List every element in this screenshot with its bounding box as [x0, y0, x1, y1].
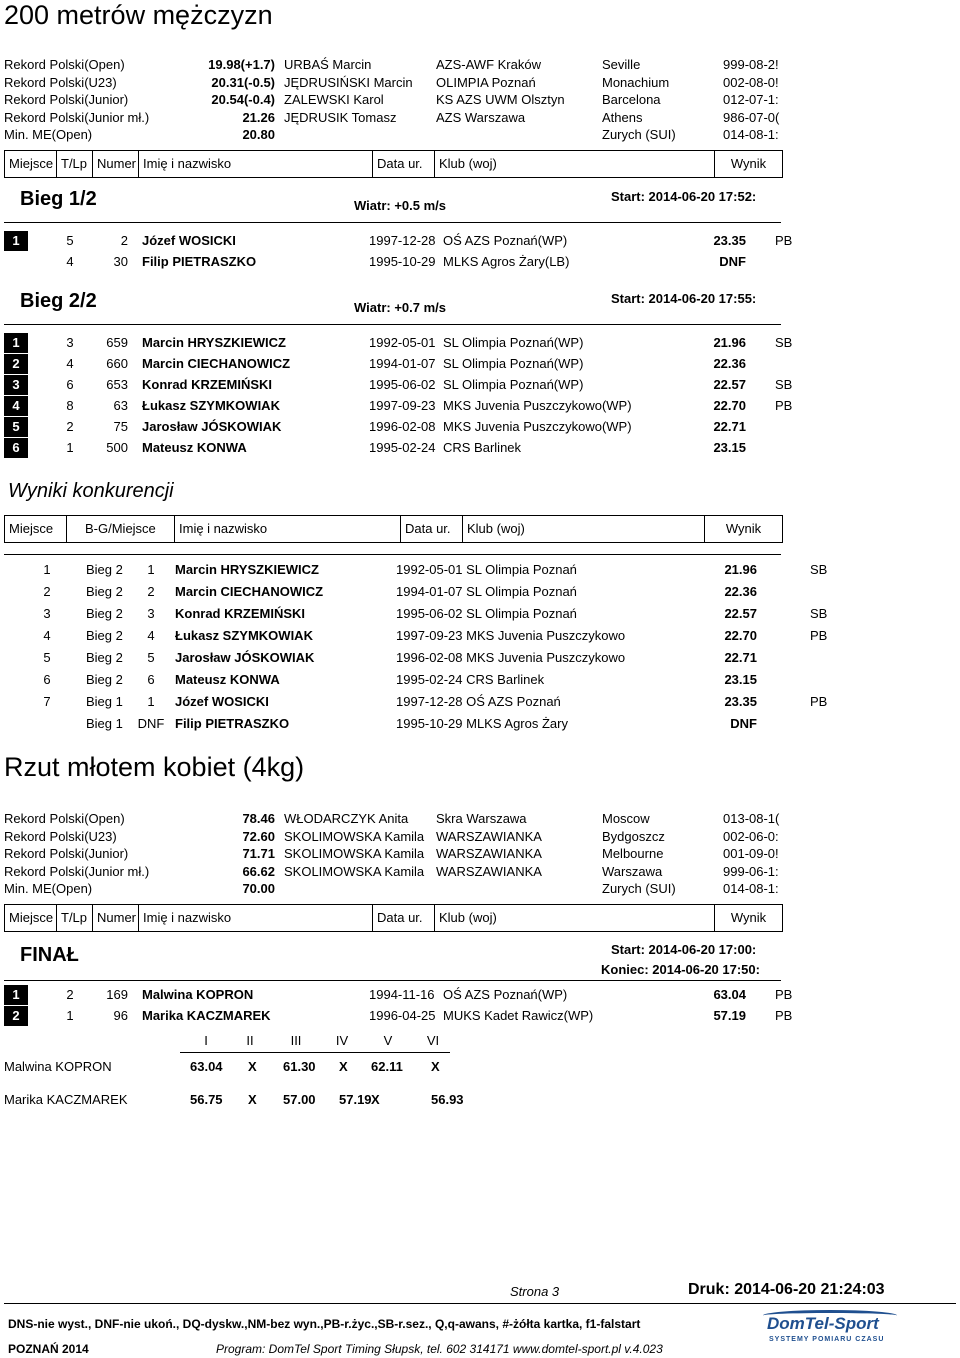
place-badge: 1 — [4, 985, 28, 1005]
record-club: WARSZAWIANKA — [436, 846, 542, 861]
summary-heat-place: 4 — [147, 628, 155, 643]
summary-title: Wyniki konkurencji — [8, 480, 174, 502]
result: 57.19 — [713, 1008, 746, 1023]
sum-hdr-bg: B-G/Miejsce — [67, 516, 175, 542]
bib-number: 169 — [106, 987, 128, 1002]
record-label: Rekord Polski(Junior mł.) — [4, 863, 150, 879]
final-divider — [4, 980, 781, 981]
attempt-value: 63.04 — [190, 1059, 223, 1074]
hdr2-dob: Data ur. — [373, 905, 435, 931]
birth-date: 1995-02-24 — [369, 440, 436, 455]
club: CRS Barlinek — [443, 440, 522, 455]
lane: 5 — [66, 233, 74, 248]
summary-athlete: Marcin CIECHANOWICZ — [175, 584, 324, 599]
lane: 2 — [66, 419, 74, 434]
bib-number: 500 — [106, 440, 128, 455]
city-year: POZNAŃ 2014 — [8, 1342, 89, 1356]
summary-athlete: Filip PIETRASZKO — [175, 716, 290, 731]
club: MKS Juvenia Puszczykowo(WP) — [443, 419, 632, 434]
result: 63.04 — [713, 987, 746, 1002]
lane: 2 — [66, 987, 74, 1002]
summary-note: SB — [810, 562, 828, 577]
final-end: Koniec: 2014-06-20 17:50: — [601, 962, 760, 977]
record-date: 002-06-0: — [723, 828, 779, 844]
record-place: Monachium — [602, 74, 670, 90]
athlete-name: Jarosław JÓSKOWIAK — [142, 419, 282, 434]
record-label: Rekord Polski(Open) — [4, 57, 125, 72]
record-label: Rekord Polski(Junior) — [4, 92, 129, 107]
athlete-name: Filip PIETRASZKO — [142, 254, 257, 269]
attempt-divider — [180, 1052, 450, 1053]
summary-heat-place: 2 — [147, 584, 155, 599]
results2-header — [4, 904, 783, 932]
summary-athlete: Józef WOSICKI — [175, 694, 269, 709]
summary-dob-club: 1995-10-29 MLKS Agros Żary — [396, 716, 568, 731]
result: DNF — [719, 254, 746, 269]
summary-heat-place: 6 — [147, 672, 155, 687]
summary-dob-club: 1996-02-08 MKS Juvenia Puszczykowo — [396, 650, 626, 665]
birth-date: 1994-01-07 — [369, 356, 436, 371]
heat2-title: Bieg 2/2 — [20, 290, 97, 312]
summary-heat: Bieg 2 — [86, 562, 123, 577]
record-result: 66.62 — [242, 863, 275, 879]
bib-number: 30 — [113, 254, 128, 269]
bib-number: 653 — [106, 377, 128, 392]
summary-result: 22.70 — [724, 628, 757, 643]
attempt-label: I — [204, 1033, 208, 1048]
athlete-name: Mateusz KONWA — [142, 440, 247, 455]
heat2-wind: Wiatr: +0.7 m/s — [354, 300, 447, 315]
club: MKS Juvenia Puszczykowo(WP) — [443, 398, 632, 413]
summary-header — [4, 515, 783, 543]
hdr2-name: Imię i nazwisko — [139, 905, 373, 931]
result: 21.96 — [713, 335, 746, 350]
birth-date: 1994-11-16 — [369, 987, 435, 1002]
attempt-label: V — [383, 1033, 393, 1048]
record-place: Athens — [602, 109, 643, 125]
summary-note: PB — [810, 628, 828, 643]
heat1-wind: Wiatr: +0.5 m/s — [354, 198, 447, 213]
event2-title: Rzut młotem kobiet (4kg) — [4, 752, 305, 782]
record-label: Rekord Polski(Junior) — [4, 846, 129, 861]
hdr2-tlp: T/Lp — [57, 905, 93, 931]
club: OŚ AZS Poznań(WP) — [443, 987, 568, 1002]
club: SL Olimpia Poznań(WP) — [443, 356, 584, 371]
hdr2-num: Numer — [93, 905, 139, 931]
result-note: PB — [775, 987, 793, 1002]
attempt-label: II — [246, 1033, 254, 1048]
result-note: SB — [775, 377, 793, 392]
record-club: WARSZAWIANKA — [436, 863, 542, 879]
record-date: 012-07-1: — [723, 92, 779, 107]
summary-dob-club: 1992-05-01 SL Olimpia Poznań — [396, 562, 577, 577]
final-title: FINAŁ — [20, 944, 79, 966]
summary-result: 22.36 — [724, 584, 757, 599]
hdr2-club: Klub (woj) — [435, 905, 715, 931]
legend-text: DNS-nie wyst., DNF-nie ukoń., DQ-dyskw.,NM-bez wyn.,PB-r.życ.,SB-r.sez., Q,q-awans, #-żółta kartka, f1-falstart — [8, 1317, 641, 1331]
lane: 4 — [66, 254, 74, 269]
record-result: 78.46 — [242, 811, 275, 826]
birth-date: 1996-02-08 — [369, 419, 436, 434]
record-holder: JĘDRUSIK Tomasz — [284, 109, 397, 125]
summary-dob-club: 1995-06-02 SL Olimpia Poznań — [396, 606, 577, 621]
record-holder: WŁODARCZYK Anita — [284, 811, 409, 826]
logo-sub-text: SYSTEMY POMIARU CZASU — [769, 1336, 885, 1343]
record-label: Rekord Polski(Open) — [4, 811, 125, 826]
summary-heat-place: 1 — [147, 694, 155, 709]
birth-date: 1997-09-23 — [369, 398, 436, 413]
summary-place: 7 — [43, 694, 51, 709]
bib-number: 2 — [120, 233, 128, 248]
summary-heat: Bieg 2 — [86, 606, 123, 621]
summary-heat: Bieg 2 — [86, 584, 123, 599]
record-label: Rekord Polski(U23) — [4, 828, 117, 844]
summary-result: DNF — [730, 716, 757, 731]
hdr2-place: Miejsce — [5, 905, 57, 931]
record-place: Zurych (SUI) — [602, 127, 676, 142]
hdr2-result: Wynik — [730, 910, 767, 925]
record-holder: SKOLIMOWSKA Kamila — [284, 863, 425, 879]
result: 23.15 — [713, 440, 746, 455]
place-badge: 1 — [4, 231, 28, 251]
summary-athlete: Marcin HRYSZKIEWICZ — [175, 562, 319, 577]
attempt-value: 62.11 — [371, 1059, 403, 1074]
summary-place: 5 — [43, 650, 51, 665]
attempt-value: 61.30 — [283, 1059, 316, 1074]
summary-place: 6 — [43, 672, 51, 687]
lane: 8 — [66, 398, 74, 413]
record-result: 20.54(-0.4) — [211, 92, 275, 107]
attempt-label: IV — [335, 1033, 349, 1048]
summary-athlete: Konrad KRZEMIŃSKI — [175, 606, 305, 621]
summary-result: 22.57 — [724, 606, 757, 621]
bib-number: 660 — [106, 356, 128, 371]
summary-place: 2 — [43, 584, 51, 599]
summary-athlete: Jarosław JÓSKOWIAK — [175, 650, 315, 665]
summary-heat-place: DNF — [137, 716, 165, 731]
summary-heat-place: 1 — [147, 562, 155, 577]
summary-result: 22.71 — [724, 650, 757, 665]
hdr-num: Numer — [93, 151, 139, 177]
athlete-name: Marcin HRYSZKIEWICZ — [142, 335, 286, 350]
attempt-value: 56.93 — [431, 1092, 464, 1107]
attempt-value: 57.00 — [283, 1092, 316, 1107]
summary-place: 1 — [43, 562, 51, 577]
summary-heat-place: 3 — [147, 606, 155, 621]
attempt-label: III — [290, 1033, 302, 1048]
result: 23.35 — [713, 233, 746, 248]
final-start: Start: 2014-06-20 17:00: — [611, 942, 757, 957]
club: SL Olimpia Poznań(WP) — [443, 377, 584, 392]
result: 22.70 — [713, 398, 746, 413]
result: 22.71 — [713, 419, 746, 434]
athlete-name: Józef WOSICKI — [142, 233, 236, 248]
attempt-value: X — [248, 1092, 257, 1107]
record-place: Warszawa — [602, 863, 663, 879]
birth-date: 1995-06-02 — [369, 377, 436, 392]
place-badge: 2 — [4, 354, 28, 374]
record-result: 21.26 — [242, 109, 275, 125]
attempt-value: 57.19 — [339, 1092, 372, 1107]
record-date: 014-08-1: — [723, 881, 779, 896]
place-badge: 4 — [4, 396, 28, 416]
summary-heat: Bieg 1 — [86, 694, 123, 709]
record-result: 19.98(+1.7) — [208, 57, 275, 72]
record-club: KS AZS UWM Olsztyn — [436, 92, 565, 107]
summary-heat-place: 5 — [147, 650, 155, 665]
lane: 1 — [66, 440, 74, 455]
summary-result: 23.15 — [724, 672, 757, 687]
summary-note: PB — [810, 694, 828, 709]
attempt-value: X — [371, 1092, 380, 1107]
result-note: SB — [775, 335, 793, 350]
record-place: Moscow — [602, 811, 650, 826]
record-date: 999-08-2! — [723, 57, 779, 72]
record-holder: ZALEWSKI Karol — [284, 92, 384, 107]
club: MLKS Agros Żary(LB) — [443, 254, 570, 269]
result-note: PB — [775, 1008, 793, 1023]
hdr-club: Klub (woj) — [435, 151, 715, 177]
bib-number: 96 — [113, 1008, 128, 1023]
birth-date: 1996-04-25 — [369, 1008, 436, 1023]
record-date: 002-08-0! — [723, 74, 779, 90]
results-header — [4, 150, 783, 178]
record-label: Rekord Polski(Junior mł.) — [4, 109, 150, 125]
record-club: WARSZAWIANKA — [436, 828, 542, 844]
summary-heat: Bieg 2 — [86, 650, 123, 665]
record-club: AZS-AWF Kraków — [436, 57, 541, 72]
record-date: 986-07-0( — [723, 109, 780, 125]
place-badge: 5 — [4, 417, 28, 437]
record-date: 001-09-0! — [723, 846, 779, 861]
summary-heat: Bieg 1 — [86, 716, 123, 731]
summary-athlete: Mateusz KONWA — [175, 672, 280, 687]
record-label: Min. ME(Open) — [4, 881, 93, 896]
summary-dob-club: 1997-12-28 OŚ AZS Poznań — [396, 694, 561, 709]
summary-dob-club: 1997-09-23 MKS Juvenia Puszczykowo — [396, 628, 626, 643]
record-holder: URBAŚ Marcin — [284, 57, 372, 72]
sum-hdr-name: Imię i nazwisko — [175, 516, 401, 542]
record-result: 20.31(-0.5) — [211, 74, 275, 90]
summary-dob-club: 1995-02-24 CRS Barlinek — [396, 672, 545, 687]
lane: 4 — [66, 356, 74, 371]
club: SL Olimpia Poznań(WP) — [443, 335, 584, 350]
record-club: AZS Warszawa — [436, 109, 526, 125]
place-badge: 1 — [4, 333, 28, 353]
bib-number: 659 — [106, 335, 128, 350]
lane: 3 — [66, 335, 74, 350]
record-place: Melbourne — [602, 846, 664, 861]
sum-hdr-dob: Data ur. — [401, 516, 463, 542]
birth-date: 1992-05-01 — [369, 335, 436, 350]
place-badge: 2 — [4, 1006, 28, 1026]
athlete-name: Malwina KOPRON — [142, 987, 254, 1002]
place-badge: 3 — [4, 375, 28, 395]
attempt-athlete: Marika KACZMAREK — [4, 1092, 128, 1107]
lane: 1 — [66, 1008, 74, 1023]
birth-date: 1997-12-28 — [369, 233, 436, 248]
program-info: Program: DomTel Sport Timing Słupsk, tel. 602 314171 www.domtel-sport.pl v.4.023 — [216, 1342, 663, 1356]
heat1-start: Start: 2014-06-20 17:52: — [611, 189, 757, 204]
hdr-result: Wynik — [730, 156, 767, 171]
domtel-logo — [763, 1310, 903, 1346]
footer-line — [4, 1303, 956, 1304]
club: OŚ AZS Poznań(WP) — [443, 233, 568, 248]
record-holder: SKOLIMOWSKA Kamila — [284, 846, 425, 861]
attempt-athlete: Malwina KOPRON — [4, 1059, 112, 1074]
athlete-name: Marcin CIECHANOWICZ — [142, 356, 291, 371]
summary-result: 21.96 — [724, 562, 757, 577]
bib-number: 63 — [113, 398, 128, 413]
summary-place: 4 — [43, 628, 51, 643]
record-date: 999-06-1: — [723, 863, 779, 879]
sum-hdr-club: Klub (woj) — [463, 516, 705, 542]
athlete-name: Łukasz SZYMKOWIAK — [142, 398, 280, 413]
result-note: PB — [775, 398, 793, 413]
sum-hdr-place: Miejsce — [5, 516, 67, 542]
record-label: Min. ME(Open) — [4, 127, 93, 142]
summary-place: 3 — [43, 606, 51, 621]
page-number: Strona 3 — [510, 1284, 560, 1299]
summary-note: SB — [810, 606, 828, 621]
record-holder: JĘDRUSIŃSKI Marcin — [284, 74, 413, 90]
attempt-value: X — [248, 1059, 257, 1074]
hdr-dob: Data ur. — [373, 151, 435, 177]
heat1-title: Bieg 1/2 — [20, 188, 97, 210]
record-result: 70.00 — [242, 881, 275, 896]
club: MUKS Kadet Rawicz(WP) — [443, 1008, 594, 1023]
record-club: OLIMPIA Poznań — [436, 74, 536, 90]
athlete-name: Marika KACZMAREK — [142, 1008, 271, 1023]
record-club: Skra Warszawa — [436, 811, 527, 826]
hdr-tlp: T/Lp — [57, 151, 93, 177]
heat2-start: Start: 2014-06-20 17:55: — [611, 291, 757, 306]
print-date: Druk: 2014-06-20 21:24:03 — [688, 1281, 885, 1298]
attempt-value: 56.75 — [190, 1092, 223, 1107]
attempt-value: X — [431, 1059, 440, 1074]
summary-heat: Bieg 2 — [86, 628, 123, 643]
bib-number: 75 — [113, 419, 128, 434]
record-date: 013-08-1( — [723, 811, 780, 826]
record-place: Bydgoszcz — [602, 828, 665, 844]
logo-main-text: DomTel-Sport — [767, 1314, 879, 1333]
summary-athlete: Łukasz SZYMKOWIAK — [175, 628, 313, 643]
birth-date: 1995-10-29 — [369, 254, 436, 269]
hdr-name: Imię i nazwisko — [139, 151, 373, 177]
record-place: Seville — [602, 57, 641, 72]
heat1-divider — [4, 222, 781, 223]
record-result: 20.80 — [242, 127, 275, 142]
record-place: Barcelona — [602, 92, 661, 107]
record-date: 014-08-1: — [723, 127, 779, 142]
attempt-value: X — [339, 1059, 348, 1074]
event-title: 200 metrów mężczyzn — [4, 0, 273, 30]
record-result: 71.71 — [242, 846, 275, 861]
summary-result: 23.35 — [724, 694, 757, 709]
result: 22.57 — [713, 377, 746, 392]
result: 22.36 — [713, 356, 746, 371]
record-result: 72.60 — [242, 828, 275, 844]
place-badge: 6 — [4, 438, 28, 458]
hdr-place: Miejsce — [5, 151, 57, 177]
summary-dob-club: 1994-01-07 SL Olimpia Poznań — [396, 584, 577, 599]
record-holder: SKOLIMOWSKA Kamila — [284, 828, 425, 844]
record-place: Zurych (SUI) — [602, 881, 676, 896]
heat2-divider — [4, 324, 781, 325]
sum-hdr-result: Wynik — [725, 521, 762, 536]
summary-divider — [4, 554, 781, 555]
result-note: PB — [775, 233, 793, 248]
lane: 6 — [66, 377, 74, 392]
summary-heat: Bieg 2 — [86, 672, 123, 687]
athlete-name: Konrad KRZEMIŃSKI — [142, 377, 272, 392]
attempt-label: VI — [426, 1033, 440, 1048]
record-label: Rekord Polski(U23) — [4, 74, 117, 90]
